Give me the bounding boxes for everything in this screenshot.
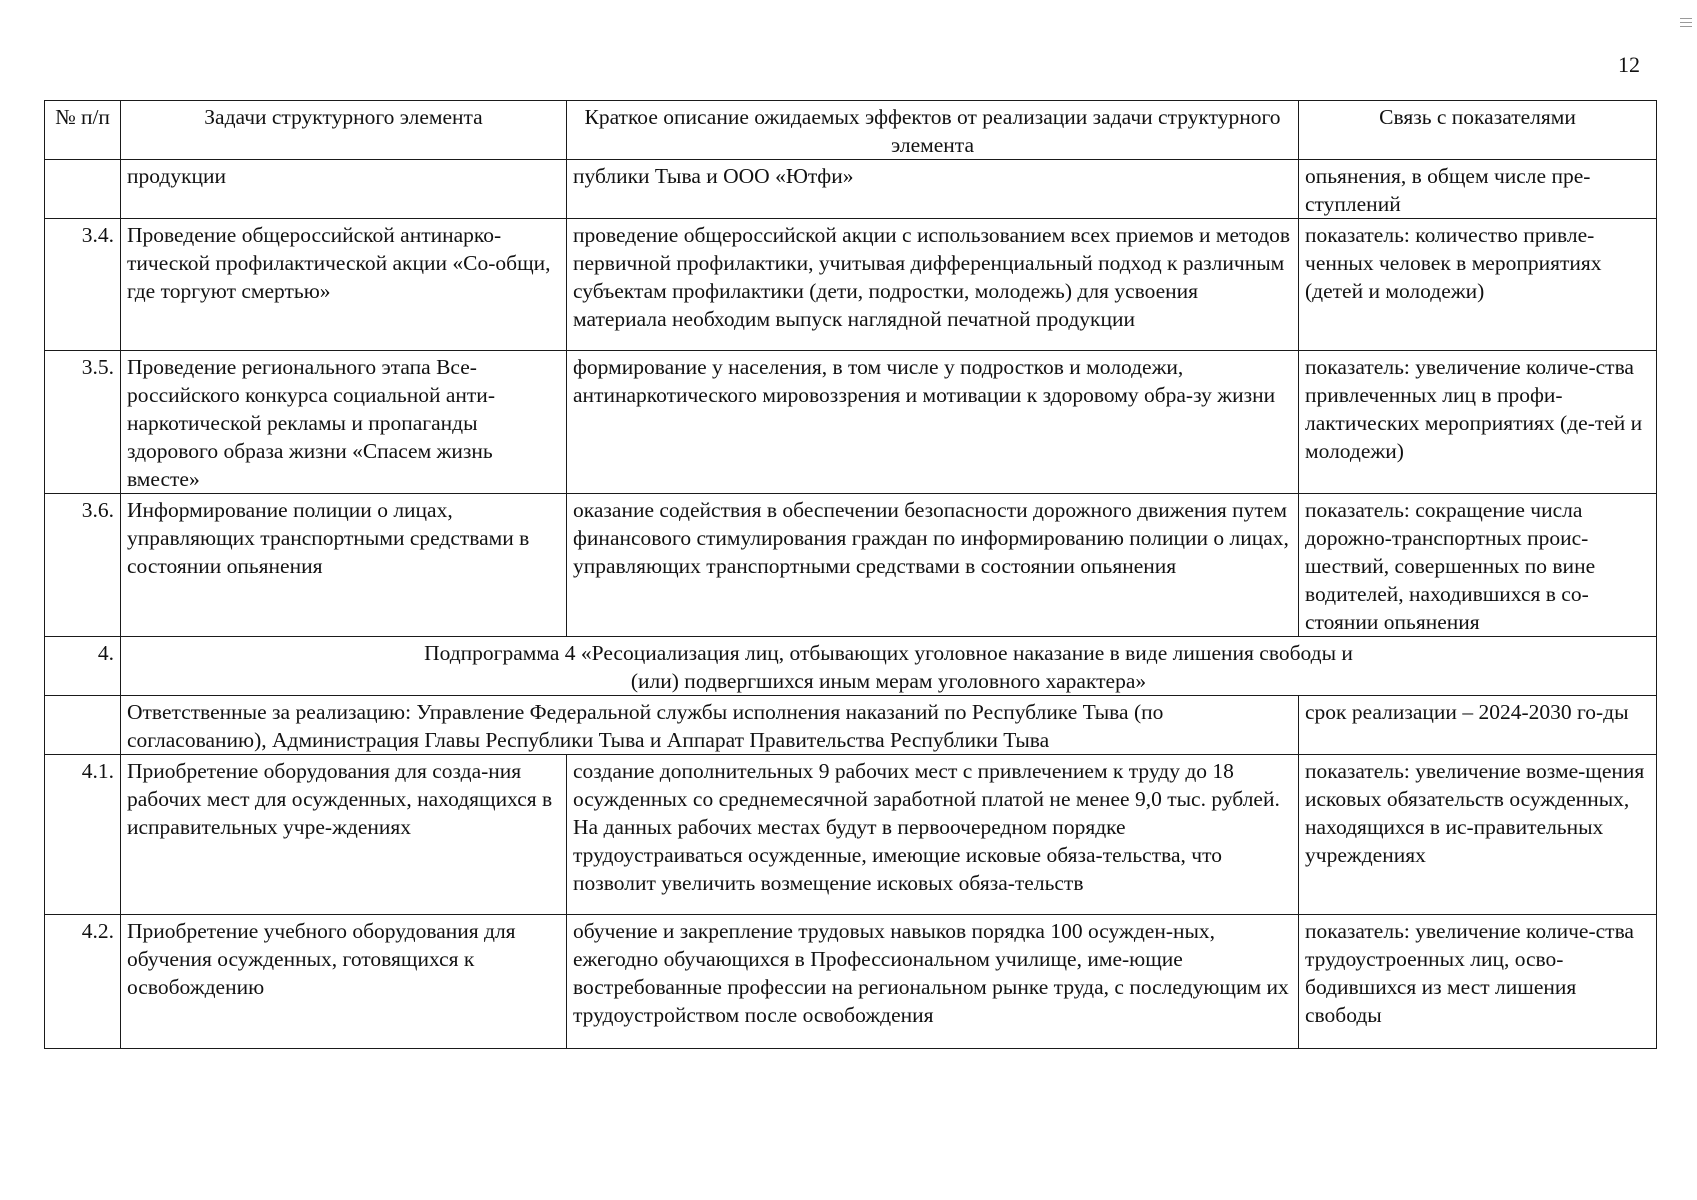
cell-num bbox=[45, 160, 121, 219]
cell-indicator: показатель: увеличение возме-щения исковых обязательств осужденных, находящихся в ис-правительных учреждениях bbox=[1299, 755, 1657, 915]
table-row bbox=[45, 494, 1657, 637]
cell-effect: публики Тыва и ООО «Ютфи» bbox=[567, 160, 1299, 219]
section-title: Подпрограмма 4 «Ресоциализация лиц, отбывающих уголовное наказание в виде лишения свободы и (или) подвергшихся иным мерам уголовного характера» bbox=[121, 637, 1657, 696]
cell-task: Проведение регионального этапа Все-российского конкурса социальной анти-наркотической рекламы и пропаганды здорового образа жизни «Спасем жизнь вместе» bbox=[121, 351, 567, 494]
table-row bbox=[45, 219, 1657, 351]
cell-task: продукции bbox=[121, 160, 567, 219]
cell-num: 4.2. bbox=[45, 915, 121, 1049]
cell-effect: обучение и закрепление трудовых навыков порядка 100 осужден-ных, ежегодно обучающихся в Профессиональном училище, име-ющие востребованные профессии на региональном рынке труда, с последующим их трудоустройством после освобождения bbox=[567, 915, 1299, 1049]
cell-indicator: опьянения, в общем числе пре-ступлений bbox=[1299, 160, 1657, 219]
table-row bbox=[45, 351, 1657, 494]
section-num: 4. bbox=[45, 637, 121, 696]
responsible-row bbox=[45, 696, 1657, 755]
cell-task: Проведение общероссийской антинарко-тической профилактической акции «Со-общи, где торгуют смертью» bbox=[121, 219, 567, 351]
cell-indicator: показатель: сокращение числа дорожно-транспортных проис-шествий, совершенных по вине водителей, находившихся в со-стоянии опьянения bbox=[1299, 494, 1657, 637]
cell-indicator: показатель: количество привле-ченных человек в мероприятиях (детей и молодежи) bbox=[1299, 219, 1657, 351]
header-effect: Краткое описание ожидаемых эффектов от реализации задачи структурного элемента bbox=[567, 101, 1299, 160]
scan-mark-icon bbox=[1680, 18, 1692, 32]
table-header-row bbox=[45, 101, 1657, 160]
table-row bbox=[45, 755, 1657, 915]
cell-effect: создание дополнительных 9 рабочих мест с привлечением к труду до 18 осужденных со среднемесячной заработной платой не менее 9,0 тыс. рублей. На данных рабочих местах будут в первоочередном порядке трудоустраиваться осужденные, имеющие исковые обяза-тельства, что позволит увеличить возмещение исковых обяза-тельств bbox=[567, 755, 1299, 915]
cell-task: Приобретение учебного оборудования для обучения осужденных, готовящихся к освобождению bbox=[121, 915, 567, 1049]
cell-num: 4.1. bbox=[45, 755, 121, 915]
cell-num: 3.4. bbox=[45, 219, 121, 351]
cell-task: Приобретение оборудования для созда-ния рабочих мест для осужденных, находящихся в исправительных учре-ждениях bbox=[121, 755, 567, 915]
page-number: 12 bbox=[1618, 52, 1640, 77]
tasks-table bbox=[44, 100, 1657, 1049]
term-text: срок реализации – 2024-2030 го-ды bbox=[1299, 696, 1657, 755]
header-task: Задачи структурного элемента bbox=[121, 101, 567, 160]
header-num: № п/п bbox=[45, 101, 121, 160]
section-row bbox=[45, 637, 1657, 696]
table-row bbox=[45, 160, 1657, 219]
cell-task: Информирование полиции о лицах, управляющих транспортными средствами в состоянии опьянения bbox=[121, 494, 567, 637]
cell-indicator: показатель: увеличение количе-ства привлеченных лиц в профи-лактических мероприятиях (де-тей и молодежи) bbox=[1299, 351, 1657, 494]
cell-indicator: показатель: увеличение количе-ства трудоустроенных лиц, осво-бодившихся из мест лишения свободы bbox=[1299, 915, 1657, 1049]
cell-num: 3.6. bbox=[45, 494, 121, 637]
responsible-text: Ответственные за реализацию: Управление Федеральной службы исполнения наказаний по Республике Тыва (по согласованию), Администрация Главы Республики Тыва и Аппарат Правительства Республики Тыва bbox=[121, 696, 1299, 755]
cell-num bbox=[45, 696, 121, 755]
cell-effect: проведение общероссийской акции с использованием всех приемов и методов первичной профилактики, учитывая дифференциальный подход к различным субъектам профилактики (дети, подростки, молодежь) для усвоения материала необходим выпуск наглядной печатной продукции bbox=[567, 219, 1299, 351]
cell-effect: формирование у населения, в том числе у подростков и молодежи, антинаркотического мировоззрения и мотивации к здоровому обра-зу жизни bbox=[567, 351, 1299, 494]
cell-effect: оказание содействия в обеспечении безопасности дорожного движения путем финансового стимулирования граждан по информированию полиции о лицах, управляющих транспортными средствами в состоянии опьянения bbox=[567, 494, 1299, 637]
table-row bbox=[45, 915, 1657, 1049]
cell-num: 3.5. bbox=[45, 351, 121, 494]
header-indicator: Связь с показателями bbox=[1299, 101, 1657, 160]
